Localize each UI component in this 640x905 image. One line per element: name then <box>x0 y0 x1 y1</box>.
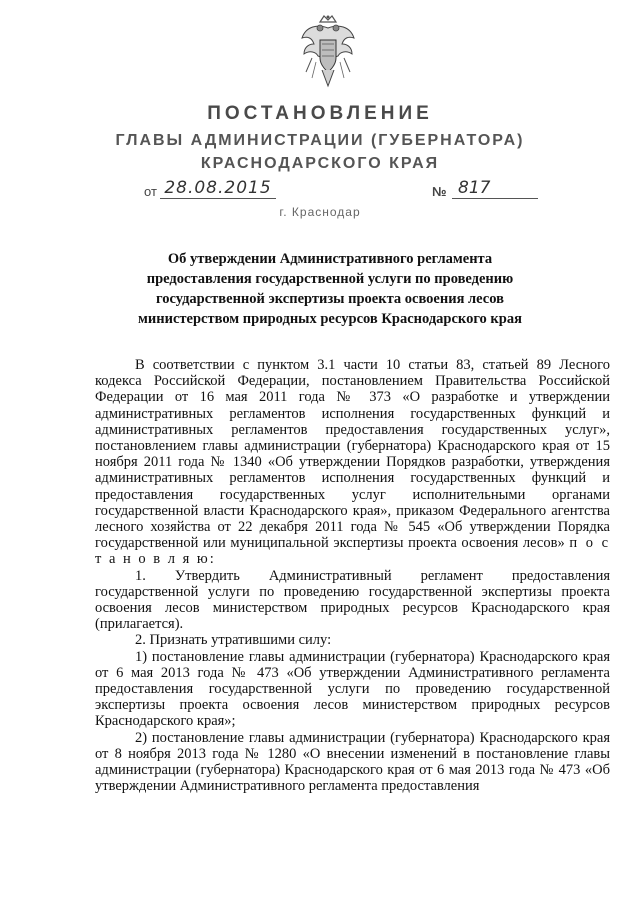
clause-1-paragraph: 1. Утвердить Административный регламент предоставления государственной услуги по проведению государственной экспертизы проекта освоения лесов министерством природных ресурсов Краснодарского края (прилагается). <box>95 567 610 633</box>
issuer-line-1: ГЛАВЫ АДМИНИСТРАЦИИ (ГУБЕРНАТОРА) <box>115 132 525 149</box>
date-label: от <box>144 184 157 199</box>
city-label: г. Краснодар <box>279 205 361 219</box>
preamble-text: В соответствии с пунктом 3.1 части 10 статьи 83, статьей 89 Лесного кодекса Российской Федерации, постановлением Правительства Российской Федерации от 16 мая 2011 года № 373 «О разработке и утверждении административных регламентов исполнения государственных функций и административных регламентов предоставления государственных услуг», постановлением главы администрации (губернатора) Краснодарского края от 15 ноября 2011 года № 1340 «Об утверждении Порядков разработки, утверждения административных регламентов исполнения государственных функций и предоставления государственных услуг исполнительными органами государственной власти Краснодарского края», приказом Федерального агентства лесного хозяйства от 22 декабря 2011 года № 545 «Об утверждении Порядка государственной или муниципальной экспертизы проекта освоения лесов» <box>95 357 610 552</box>
document-title-line-3: государственной экспертизы проекта освоения лесов <box>156 291 504 307</box>
date-value: 28.08.2015 <box>160 178 276 199</box>
coat-of-arms-icon <box>298 14 358 94</box>
clause-2-item-1-paragraph: 1) постановление главы администрации (губернатора) Краснодарского края от 6 мая 2013 года № 473 «Об утверждении Административного регламента предоставления государственной услуги по проведению государственной экспертизы проекта освоения лесов министерством природных ресурсов Краснодарского края»; <box>95 648 610 730</box>
number-value: 817 <box>452 178 538 199</box>
document-type-title: ПОСТАНОВЛЕНИЕ <box>207 103 433 124</box>
document-title <box>100 249 560 329</box>
resolve-word: п о с т а н о в л я ю: <box>95 535 611 568</box>
number-label: № <box>432 184 447 199</box>
document-title-line-2: предоставления государственной услуги по проведению <box>146 271 514 287</box>
document-title-line-1: Об утверждении Административного регламента <box>167 251 493 267</box>
preamble-paragraph <box>95 357 610 568</box>
clause-2-item-2-paragraph: 2) постановление главы администрации (губернатора) Краснодарского края от 8 ноября 2013 года № 1280 «О внесении изменений в постановление главы администрации (губернатора) Краснодарского края от 6 мая 2013 года № 473 «Об утверждении Административного регламента предоставления <box>95 729 610 795</box>
document-body <box>95 357 610 794</box>
issuer-line-2: КРАСНОДАРСКОГО КРАЯ <box>200 155 440 172</box>
clause-2-paragraph: 2. Признать утратившими силу: <box>135 632 332 649</box>
document-title-line-4: министерством природных ресурсов Краснодарского края <box>138 311 522 327</box>
